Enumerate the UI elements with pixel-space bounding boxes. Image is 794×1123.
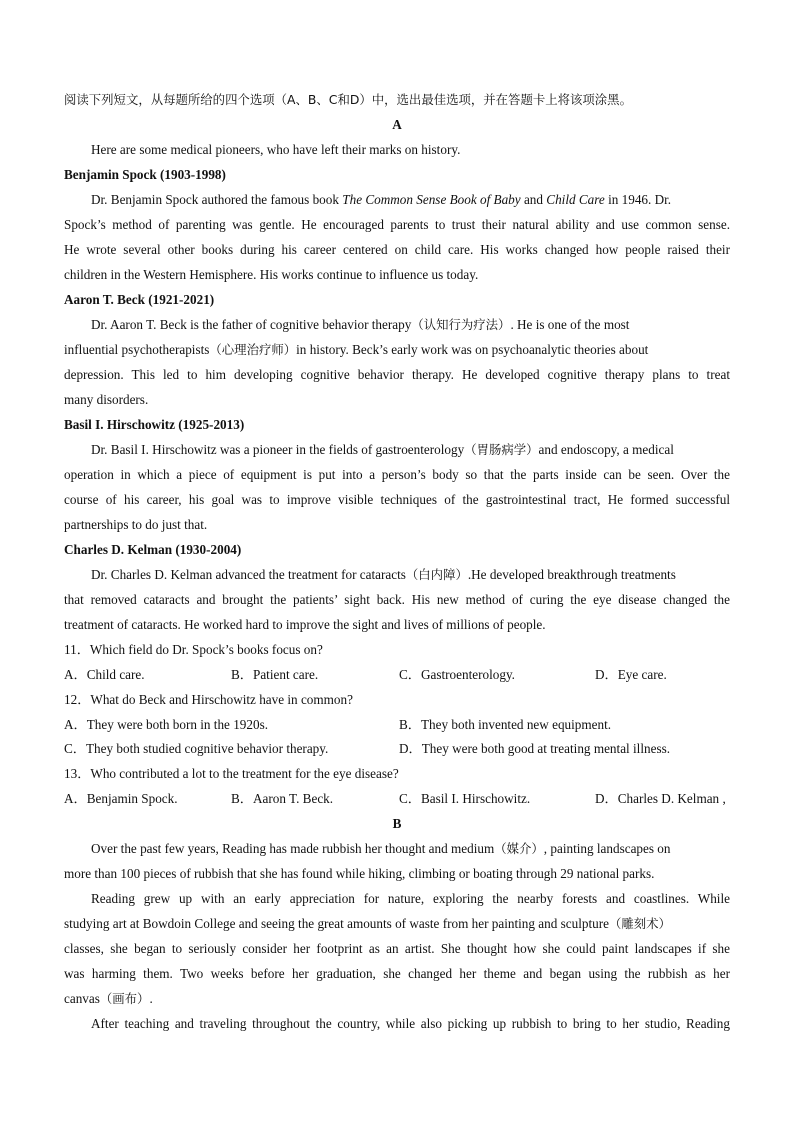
- beck-cn-gloss: （认知行为疗法）: [411, 317, 511, 332]
- section-b-cn-gloss: （画布）: [99, 991, 150, 1006]
- beck-line-3: depression. This led to him developing cognitive behavior therapy. He developed cognitive therapy plans to treat: [64, 367, 730, 382]
- kelman-line-1: [91, 567, 730, 583]
- section-b-cn-gloss: （媒介）: [494, 841, 544, 856]
- q11-option-c[interactable]: C．Gastroenterology.: [399, 667, 515, 682]
- section-b-p1-line-2: more than 100 pieces of rubbish that she has found while hiking, climbing or boating through 29 national parks.: [64, 866, 655, 881]
- spock-text: Dr. Benjamin Spock authored the famous book: [91, 192, 343, 207]
- beck-cn-gloss: （心理治疗师）: [209, 342, 297, 357]
- section-b-text: canvas: [64, 991, 100, 1006]
- q12-option-c[interactable]: C．They both studied cognitive behavior therapy.: [64, 741, 329, 756]
- beck-text: in history. Beck’s early work was on psychoanalytic theories about: [296, 342, 649, 357]
- section-b-text: , painting landscapes on: [543, 841, 671, 856]
- section-b-p2-line-3: classes, she began to seriously consider her footprint as an artist. She thought how she could paint landscapes if she: [64, 941, 730, 956]
- beck-line-2: [64, 342, 730, 358]
- question-12-stem: 12．What do Beck and Hirschowitz have in common?: [64, 692, 353, 707]
- beck-text: Dr. Aaron T. Beck is the father of cognitive behavior therapy: [91, 317, 412, 332]
- spock-text: and: [520, 192, 547, 207]
- section-a-intro: Here are some medical pioneers, who have left their marks on history.: [91, 142, 461, 157]
- hirschowitz-line-1: [91, 442, 730, 458]
- section-a-label: A: [392, 117, 402, 132]
- spock-text: in 1946. Dr.: [604, 192, 672, 207]
- q12-option-d[interactable]: D．They were both good at treating mental illness.: [399, 741, 671, 756]
- question-11-stem: 11．Which field do Dr. Spock’s books focus on?: [64, 642, 323, 657]
- beck-text: influential psychotherapists: [64, 342, 210, 357]
- hirschowitz-heading: Basil I. Hirschowitz (1925-2013): [64, 417, 245, 432]
- q13-option-d[interactable]: D．Charles D. Kelman ,: [595, 791, 726, 806]
- kelman-text: .He developed breakthrough treatments: [467, 567, 676, 582]
- q13-option-c[interactable]: C．Basil I. Hirschowitz.: [399, 791, 531, 806]
- spock-line-4: children in the Western Hemisphere. His works continue to influence us today.: [64, 267, 479, 282]
- hirschowitz-text: and endoscopy, a medical: [538, 442, 674, 457]
- section-b-p2-line-4: was harming them. Two weeks before her graduation, she changed her theme and began using the rubbish as her: [64, 966, 730, 981]
- kelman-text: Dr. Charles D. Kelman advanced the treatment for cataracts: [91, 567, 406, 582]
- spock-line-1: [91, 192, 730, 208]
- hirschowitz-line-3: course of his career, his goal was to improve visible techniques of the gastrointestinal tract, He formed successful: [64, 492, 730, 507]
- book-title-2: Child Care: [546, 192, 605, 207]
- hirschowitz-line-2: operation in which a piece of equipment is put into a person’s body so that the parts inside can be seen. Over the: [64, 467, 730, 482]
- section-b-p2-line-2: [64, 916, 730, 932]
- kelman-heading: Charles D. Kelman (1930-2004): [64, 542, 242, 557]
- beck-text: . He is one of the most: [510, 317, 630, 332]
- hirschowitz-line-4: partnerships to do just that.: [64, 517, 208, 532]
- spock-line-2: Spock’s method of parenting was gentle. He encouraged parents to trust their natural ability and use common sense.: [64, 217, 730, 232]
- hirschowitz-text: Dr. Basil I. Hirschowitz was a pioneer in the fields of gastroenterology: [91, 442, 465, 457]
- hirschowitz-cn-gloss: （胃肠病学）: [464, 442, 539, 457]
- q11-option-b[interactable]: B．Patient care.: [231, 667, 319, 682]
- beck-line-4: many disorders.: [64, 392, 149, 407]
- spock-line-3: He wrote several other books during his career centered on child care. His works changed how people raised their: [64, 242, 730, 257]
- q13-option-b[interactable]: B．Aaron T. Beck.: [231, 791, 334, 806]
- kelman-cn-gloss: （白内障）: [405, 567, 468, 582]
- q12-option-a[interactable]: A．They were both born in the 1920s.: [64, 717, 269, 732]
- section-b-p3-line-1: After teaching and traveling throughout the country, while also picking up rubbish to bring to her studio, Reading: [91, 1016, 730, 1031]
- book-title-1: The Common Sense Book of Baby: [342, 192, 521, 207]
- section-b-cn-gloss: （雕刻术）: [608, 916, 671, 931]
- section-b-text: Over the past few years, Reading has made rubbish her thought and medium: [91, 841, 495, 856]
- section-b-p2-line-1: Reading grew up with an early appreciation for nature, exploring the nearby forests and coastlines. While: [91, 891, 730, 906]
- section-b-p1-line-1: [91, 841, 730, 857]
- kelman-line-3: treatment of cataracts. He worked hard to improve the sight and lives of millions of people.: [64, 617, 546, 632]
- spock-heading: Benjamin Spock (1903-1998): [64, 167, 226, 182]
- section-b-text: .: [149, 991, 153, 1006]
- beck-line-1: [91, 317, 730, 333]
- q13-option-a[interactable]: A．Benjamin Spock.: [64, 791, 178, 806]
- kelman-line-2: that removed cataracts and brought the patients’ sight back. His new method of curing the eye disease changed the: [64, 592, 730, 607]
- instruction: 阅读下列短文，从每题所给的四个选项（A、B、C和D）中，选出最佳选项，并在答题卡上将该项涂黑。: [64, 92, 632, 107]
- q11-option-d[interactable]: D．Eye care.: [595, 667, 667, 682]
- q11-option-a[interactable]: A．Child care.: [64, 667, 145, 682]
- section-b-label: B: [392, 816, 402, 831]
- section-b-p2-line-5: [64, 991, 730, 1007]
- q12-option-b[interactable]: B．They both invented new equipment.: [399, 717, 612, 732]
- question-13-stem: 13．Who contributed a lot to the treatment for the eye disease?: [64, 766, 399, 781]
- section-b-text: studying art at Bowdoin College and seeing the great amounts of waste from her painting and sculpture: [64, 916, 609, 931]
- beck-heading: Aaron T. Beck (1921-2021): [64, 292, 215, 307]
